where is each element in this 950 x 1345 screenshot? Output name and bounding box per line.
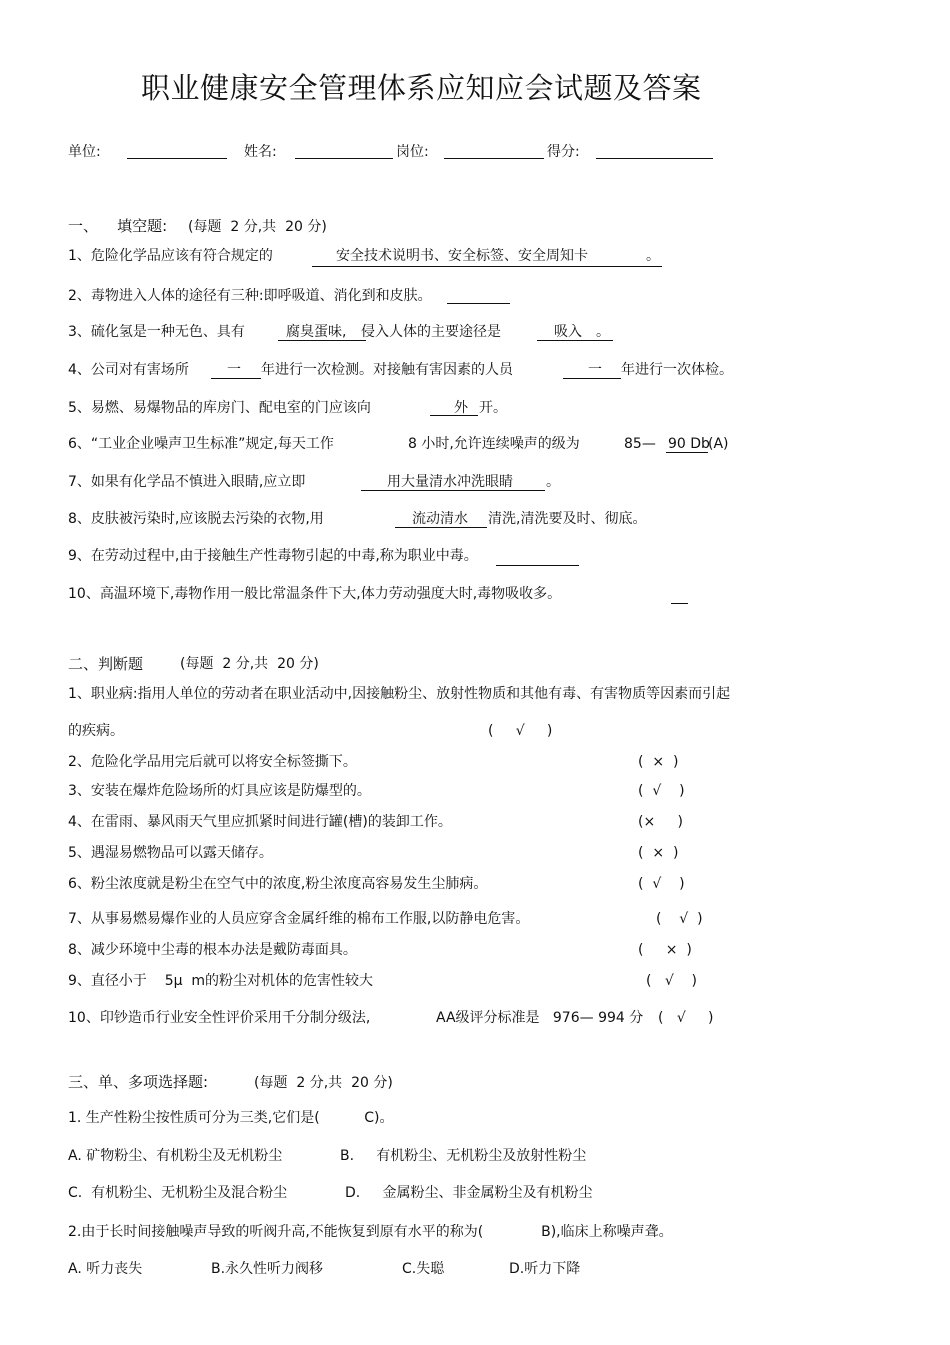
s2-item-10-standard: AA级评分标准是 976— 994 分 bbox=[436, 1010, 644, 1026]
s1-q1-prefix: 1、危险化学品应该有符合规定的 bbox=[68, 248, 273, 264]
s2-item-7: 7、从事易燃易爆作业的人员应穿含金属纤维的棉布工作服,以防静电危害。 bbox=[68, 911, 530, 927]
s1-q5-answer: 外 bbox=[454, 400, 468, 416]
s1-q4-prefix: 4、公司对有害场所 bbox=[68, 362, 189, 378]
s1-q6-suffix: (A) bbox=[708, 436, 729, 452]
s2-item-8: 8、减少环境中尘毒的根本办法是戴防毒面具。 bbox=[68, 942, 357, 958]
s1-q4-line1 bbox=[211, 378, 261, 379]
s1-q1-answer: 安全技术说明书、安全标签、安全周知卡 bbox=[336, 248, 588, 264]
s1-q8-prefix: 8、皮肤被污染时,应该脱去污染的衣物,用 bbox=[68, 511, 324, 527]
s1-q10-line bbox=[671, 603, 688, 604]
s3-q1: 1. 生产性粉尘按性质可分为三类,它们是( C)。 bbox=[68, 1110, 394, 1126]
score-label: 得分: bbox=[547, 144, 580, 160]
section1-heading: 一、 填空题: bbox=[68, 217, 168, 235]
s1-q9: 9、在劳动过程中,由于接触生产性毒物引起的中毒,称为职业中毒。 bbox=[68, 548, 478, 564]
s2-item-10-answer: ( √ ) bbox=[658, 1010, 714, 1026]
s3-q2-option-d: D.听力下降 bbox=[509, 1261, 581, 1277]
s2-item-4: 4、在雷雨、暴风雨天气里应抓紧时间进行罐(槽)的装卸工作。 bbox=[68, 814, 452, 830]
s1-q5-prefix: 5、易燃、易爆物品的库房门、配电室的门应该向 bbox=[68, 400, 371, 416]
s1-q5-suffix: 开。 bbox=[479, 400, 507, 416]
s1-q4-answer1: 一 bbox=[227, 362, 241, 378]
s1-q1-line bbox=[312, 266, 662, 267]
unit-blank[interactable] bbox=[127, 158, 227, 159]
s2-item-1-answer: ( √ ) bbox=[488, 723, 553, 739]
section3-note: (每题 2 分,共 20 分) bbox=[254, 1075, 393, 1091]
s2-item-9-answer: ( √ ) bbox=[646, 973, 697, 989]
page-title: 职业健康安全管理体系应知应会试题及答案 bbox=[141, 71, 702, 105]
name-label: 姓名: bbox=[244, 144, 277, 160]
s1-q1 bbox=[68, 246, 273, 266]
s1-q7-line bbox=[361, 490, 545, 491]
s3-q1-option-b: B. 有机粉尘、无机粉尘及放射性粉尘 bbox=[340, 1148, 587, 1164]
s1-q7-prefix: 7、如果有化学品不慎进入眼睛,应立即 bbox=[68, 474, 306, 490]
s2-item-7-answer: ( √ ) bbox=[656, 911, 703, 927]
s2-item-5-answer: ( × ) bbox=[638, 845, 679, 861]
s1-q2: 2、毒物进入人体的途径有三种:即呼吸道、消化到和皮肤。 bbox=[68, 288, 432, 304]
post-label: 岗位: bbox=[396, 144, 429, 160]
post-blank[interactable] bbox=[444, 158, 544, 159]
name-blank[interactable] bbox=[295, 158, 393, 159]
s1-q4-suffix: 年进行一次体检。 bbox=[621, 362, 733, 378]
s1-q3-answer1: 腐臭蛋味, bbox=[286, 324, 347, 340]
s1-q10: 10、高温环境下,毒物作用一般比常温条件下大,体力劳动强度大时,毒物吸收多。 bbox=[68, 586, 562, 602]
s3-q1-option-d: D. 金属粉尘、非金属粉尘及有机粉尘 bbox=[345, 1185, 593, 1201]
s1-q4-middle: 年进行一次检测。对接触有害因素的人员 bbox=[261, 362, 513, 378]
s1-q3-answer2: 吸入 bbox=[554, 324, 582, 340]
section3-heading: 三、单、多项选择题: bbox=[68, 1073, 209, 1091]
s1-q7-answer: 用大量清水冲洗眼睛 bbox=[387, 474, 513, 490]
s1-q4-answer2: 一 bbox=[588, 362, 602, 378]
s2-item-6-answer: ( √ ) bbox=[638, 876, 685, 892]
score-blank[interactable] bbox=[596, 158, 713, 159]
s1-q7-suffix: 。 bbox=[546, 474, 560, 490]
s1-q6-answer2: 85— bbox=[624, 436, 656, 452]
s3-q2: 2.由于长时间接触噪声导致的听阀升高,不能恢复到原有水平的称为( B),临床上称噪声聋。 bbox=[68, 1224, 673, 1240]
s1-q6-line bbox=[666, 452, 708, 453]
s1-q8-suffix: 清洗,清洗要及时、彻底。 bbox=[488, 511, 647, 527]
s1-q8-answer: 流动清水 bbox=[412, 511, 468, 527]
s1-q6-answer3: 90 Db bbox=[668, 436, 710, 452]
s2-item-9: 9、直径小于 5μ m的粉尘对机体的危害性较大 bbox=[68, 973, 374, 989]
section2-heading: 二、判断题 bbox=[68, 655, 144, 673]
s1-q3-prefix: 3、硫化氢是一种无色、具有 bbox=[68, 324, 245, 340]
s1-q5-line bbox=[430, 415, 478, 416]
s3-q2-option-b: B.永久性听力阀移 bbox=[211, 1261, 324, 1277]
s1-q3-suffix: 。 bbox=[596, 324, 610, 340]
s2-item-2: 2、危险化学品用完后就可以将安全标签撕下。 bbox=[68, 754, 357, 770]
s1-q3-middle: 侵入人体的主要途径是 bbox=[361, 324, 501, 340]
s3-q2-option-a: A. 听力丧失 bbox=[68, 1261, 143, 1277]
s1-q6-answer1: 8 小时,允许连续噪声的级为 bbox=[408, 436, 580, 452]
s1-q4-line2 bbox=[563, 378, 621, 379]
s2-item-2-answer: ( × ) bbox=[638, 754, 679, 770]
unit-label: 单位: bbox=[68, 144, 101, 160]
s2-item-6: 6、粉尘浓度就是粉尘在空气中的浓度,粉尘浓度高容易发生尘肺病。 bbox=[68, 876, 488, 892]
section1-note: (每题 2 分,共 20 分) bbox=[188, 219, 327, 235]
section2-note: (每题 2 分,共 20 分) bbox=[180, 656, 319, 672]
s1-q8-line bbox=[395, 527, 487, 528]
s3-q2-option-c: C.失聪 bbox=[402, 1261, 445, 1277]
s2-item-5: 5、遇湿易燃物品可以露天储存。 bbox=[68, 845, 273, 861]
s3-q1-option-a: A. 矿物粉尘、有机粉尘及无机粉尘 bbox=[68, 1148, 283, 1164]
s2-item-3: 3、安装在爆炸危险场所的灯具应该是防爆型的。 bbox=[68, 783, 371, 799]
s1-q9-line bbox=[496, 565, 579, 566]
s2-item-3-answer: ( √ ) bbox=[638, 783, 685, 799]
s1-q6-prefix: 6、“工业企业噪声卫生标准”规定,每天工作 bbox=[68, 436, 334, 452]
s1-q3-line1 bbox=[278, 340, 366, 341]
s2-item-4-answer: (× ) bbox=[638, 814, 683, 830]
s1-q1-suffix: 。 bbox=[646, 248, 660, 264]
s2-item-8-answer: ( × ) bbox=[638, 942, 692, 958]
s2-item-1: 1、职业病:指用人单位的劳动者在职业活动中,因接触粉尘、放射性物质和其他有毒、有害物质等因素而引起 bbox=[68, 686, 731, 702]
s2-item-10: 10、印钞造币行业安全性评价采用千分制分级法, bbox=[68, 1010, 371, 1026]
s3-q1-option-c: C. 有机粉尘、无机粉尘及混合粉尘 bbox=[68, 1185, 288, 1201]
s1-q2-line bbox=[447, 303, 510, 304]
s2-item-1-cont: 的疾病。 bbox=[68, 723, 124, 739]
